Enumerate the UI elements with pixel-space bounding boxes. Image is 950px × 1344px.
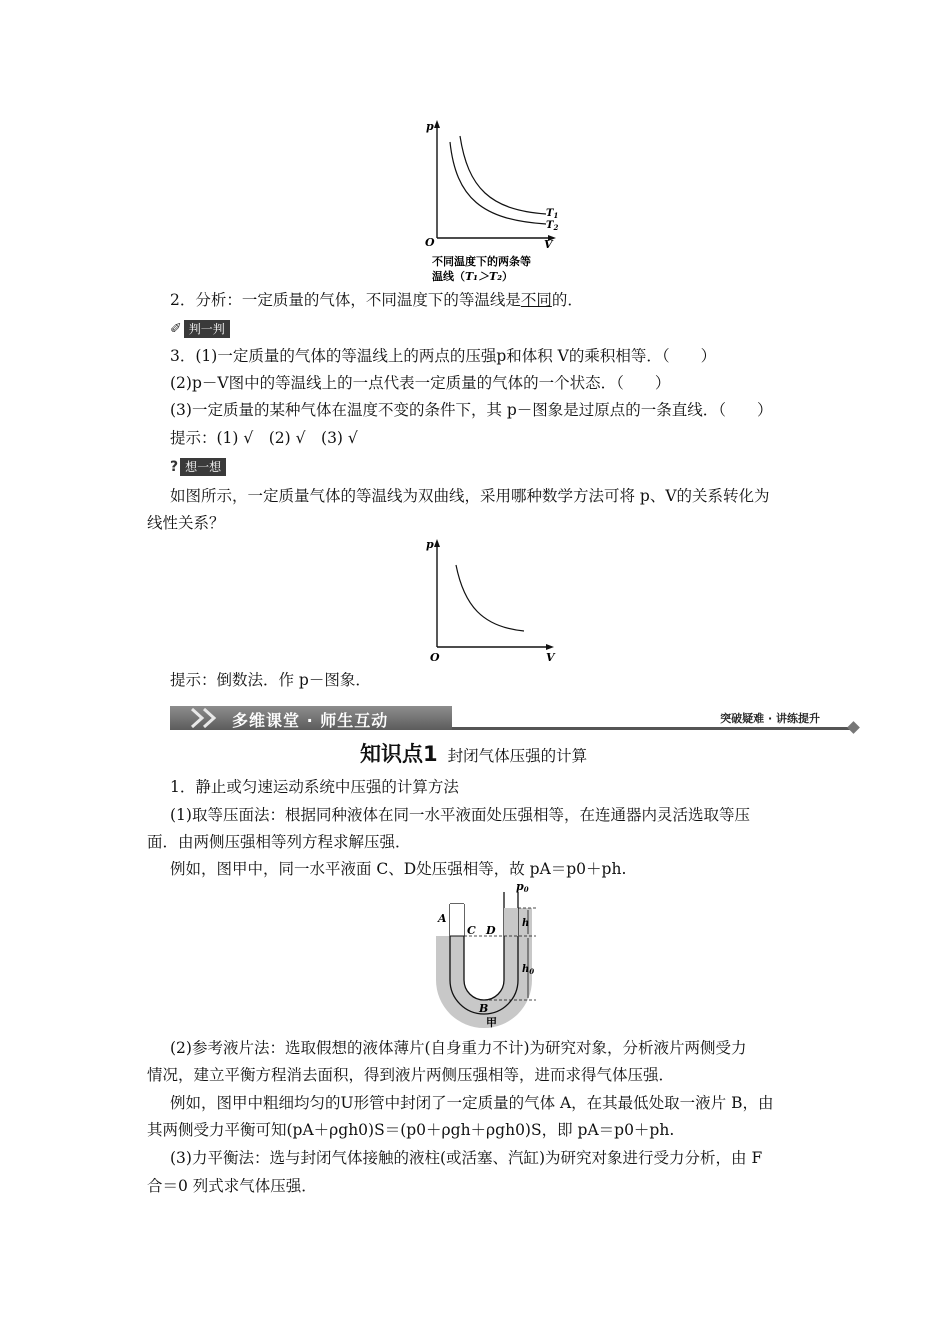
banner-title: 多维课堂 · 师生互动 bbox=[232, 711, 389, 730]
p-axis-arrow bbox=[434, 539, 440, 547]
banner-left-block bbox=[170, 706, 452, 730]
example1: 例如，图甲中，同一水平液面 C、D处压强相等，故 pA＝p0＋ph. bbox=[170, 860, 627, 878]
think-tag bbox=[170, 458, 226, 476]
label-h0: $h_0$ bbox=[522, 964, 535, 976]
double-chevron-icon bbox=[190, 708, 226, 728]
question-mark-icon: ? bbox=[170, 459, 179, 475]
method3-line1: (3)力平衡法：选与封闭气体接触的液柱(或活塞、汽缸)为研究对象进行受力分析，由 F bbox=[170, 1149, 763, 1167]
gas-column-A bbox=[450, 904, 464, 936]
origin-label: O bbox=[430, 651, 440, 664]
label-A: A bbox=[438, 912, 447, 925]
isotherm-t1-curve bbox=[460, 136, 546, 214]
example2-line1: 例如，图甲中粗细均匀的U形管中封闭了一定质量的气体 A，在其最低处取一液片 B，由 bbox=[170, 1094, 774, 1112]
label-C: C bbox=[467, 924, 476, 937]
knowledge-point-number: 知识点1 bbox=[360, 742, 438, 766]
u-tube-figure bbox=[436, 880, 556, 1030]
isotherm-figure-single-curve bbox=[420, 535, 570, 665]
think-tag-label: 想一想 bbox=[180, 458, 226, 476]
think-hint: 提示：倒数法．作 p－图象． bbox=[170, 671, 371, 689]
p-axis-label: p bbox=[426, 538, 434, 551]
t1-label: $T_1$ bbox=[546, 208, 559, 220]
judge-tag bbox=[170, 320, 230, 338]
judge-tag-label: 判一判 bbox=[184, 320, 230, 338]
v-axis-label: V bbox=[546, 651, 555, 664]
liquid-right-top bbox=[504, 908, 518, 936]
label-p0: p0 bbox=[516, 880, 529, 894]
isotherm-figure-two-curves bbox=[420, 118, 570, 290]
t2-label: $T_2$ bbox=[546, 220, 559, 232]
origin-label: O bbox=[425, 236, 435, 249]
u-tube-inner bbox=[464, 892, 504, 1000]
section-1-heading: 1．静止或匀速运动系统中压强的计算方法 bbox=[170, 778, 459, 796]
fig3-caption: 甲 bbox=[486, 1016, 497, 1029]
p-axis-label: p bbox=[426, 120, 434, 133]
analysis-paragraph: 2．分析：一定质量的气体，不同温度下的等温线是不同的． bbox=[170, 291, 583, 309]
underlined-answer: 不同 bbox=[520, 291, 552, 309]
label-D: D bbox=[486, 924, 496, 937]
diamond-icon bbox=[847, 721, 860, 734]
fig1-caption-line1: 不同温度下的两条等 bbox=[432, 255, 531, 268]
knowledge-point-heading bbox=[360, 738, 587, 768]
fig1-caption-line2: 温线（T₁＞T₂） bbox=[432, 270, 514, 283]
pencil-icon: ✐ bbox=[170, 321, 182, 337]
q3-line2: (2)p－V图中的等温线上的一点代表一定质量的气体的一个状态．（ ） bbox=[170, 374, 671, 392]
v-axis-arrow bbox=[546, 644, 554, 650]
think-line2: 线性关系？ bbox=[147, 514, 225, 532]
banner-rule bbox=[452, 727, 852, 730]
method1-line1: (1)取等压面法：根据同种液体在同一水平液面处压强相等，在连通器内灵活选取等压 bbox=[170, 806, 750, 824]
isotherm-curve bbox=[456, 565, 524, 631]
method1-line2: 面．由两侧压强相等列方程求解压强． bbox=[147, 833, 411, 851]
knowledge-point-title: 封闭气体压强的计算 bbox=[447, 747, 588, 765]
method3-line2: 合＝0 列式求气体压强． bbox=[147, 1177, 317, 1195]
example2-line2: 其两侧受力平衡可知(pA＋ρgh0)S＝(p0＋ρgh＋ρgh0)S，即 pA＝p0＋ph. bbox=[147, 1121, 675, 1139]
q3-hint: 提示：(1) √ (2) √ (3) √ bbox=[170, 429, 358, 447]
q3-line1: 3．(1)一定质量的气体的等温线上的两点的压强p和体积 V的乘积相等．（ ） bbox=[170, 347, 717, 365]
method2-line1: (2)参考液片法：选取假想的液体薄片(自身重力不计)为研究对象，分析液片两侧受力 bbox=[170, 1039, 747, 1057]
banner-subtitle: 突破疑难 · 讲练提升 bbox=[720, 712, 820, 725]
think-line1: 如图所示，一定质量气体的等温线为双曲线，采用哪种数学方法可将 p、V的关系转化为 bbox=[170, 487, 770, 505]
label-B: B bbox=[479, 1002, 489, 1015]
method2-line2: 情况，建立平衡方程消去面积，得到液片两侧压强相等，进而求得气体压强． bbox=[147, 1066, 675, 1084]
label-h: h bbox=[522, 918, 530, 929]
v-axis-label: V bbox=[544, 238, 553, 251]
p-axis-arrow bbox=[434, 120, 440, 128]
q3-line3: (3)一定质量的某种气体在温度不变的条件下，其 p－图象是过原点的一条直线．（ ） bbox=[170, 401, 773, 419]
section-banner bbox=[170, 706, 860, 732]
